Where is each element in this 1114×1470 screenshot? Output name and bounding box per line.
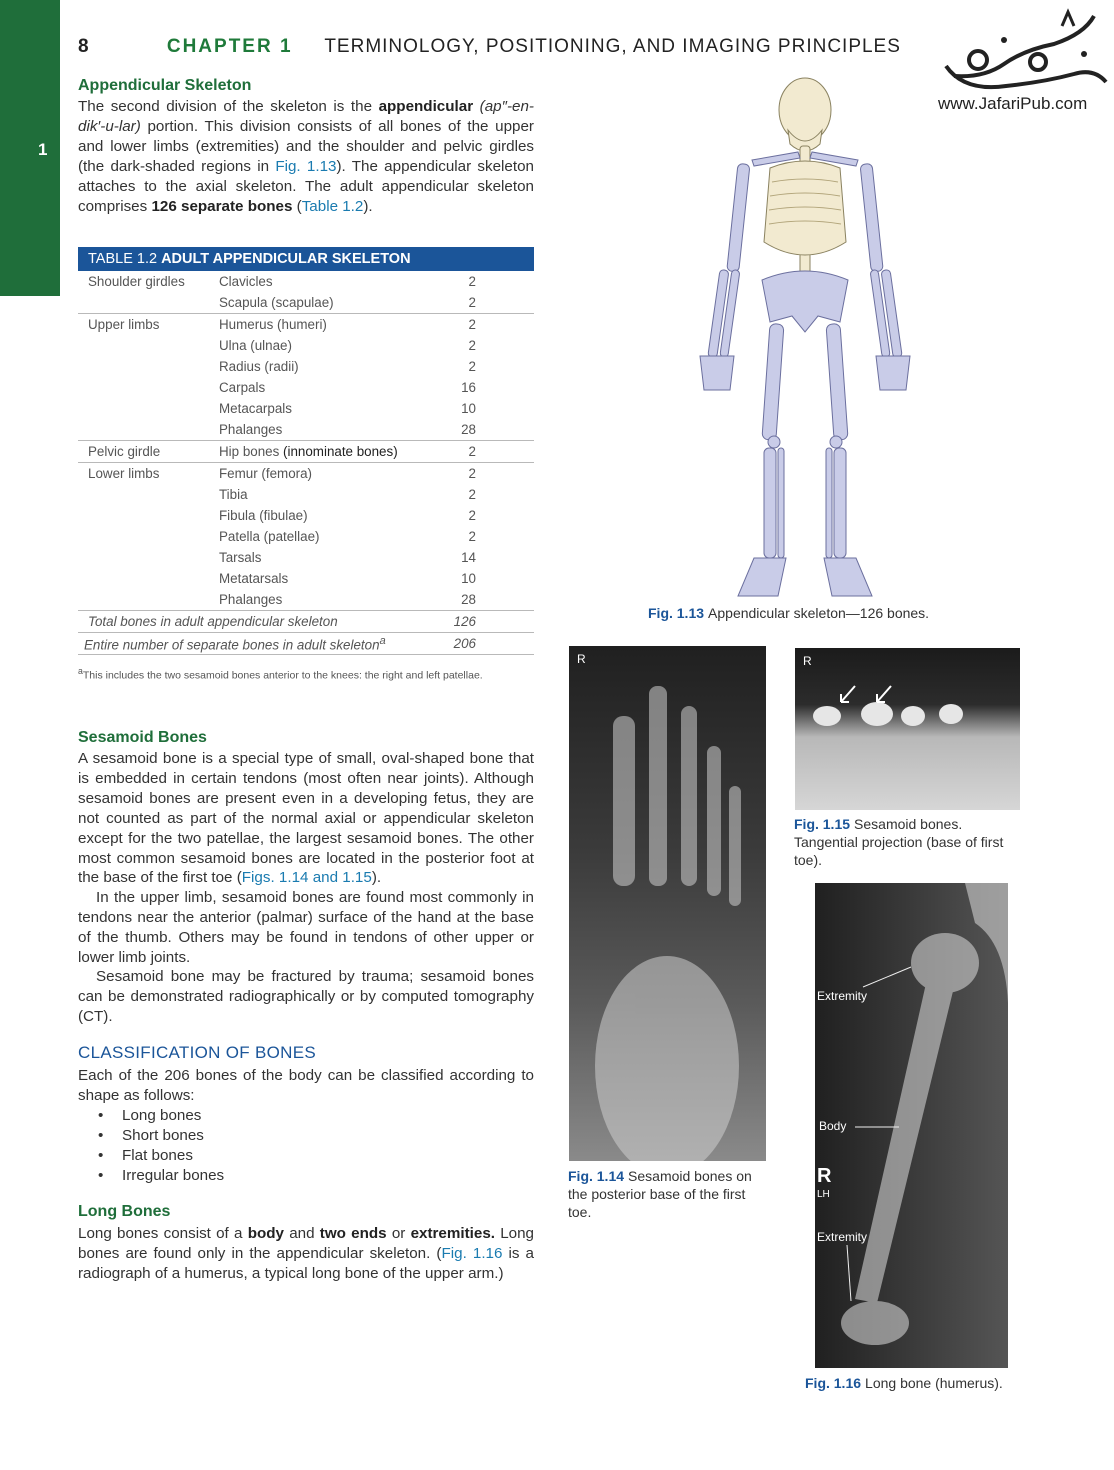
bone-group-cell: Pelvic girdle xyxy=(78,441,219,463)
table-title: ADULT APPENDICULAR SKELETON xyxy=(161,251,411,267)
table-row xyxy=(78,547,534,568)
footnote-mark: a xyxy=(379,634,386,647)
bone-name: Metacarpals xyxy=(219,401,292,416)
humerus-radiograph xyxy=(815,883,1008,1368)
bone-name-cell xyxy=(219,377,436,398)
entire-value: 206 xyxy=(436,633,534,655)
text-run: ( xyxy=(292,197,302,215)
table-footnote xyxy=(78,666,483,682)
table-row xyxy=(78,526,534,547)
table-row xyxy=(78,419,534,441)
bone-name-cell xyxy=(219,589,436,611)
bone-group-cell xyxy=(78,377,219,398)
table-label: TABLE 1.2 xyxy=(88,251,158,267)
bone-group-cell xyxy=(78,505,219,526)
fig-1-15-number: Fig. 1.15 xyxy=(794,816,851,832)
chapter-title: TERMINOLOGY, POSITIONING, AND IMAGING PRINCIPLES xyxy=(324,36,901,57)
bone-name: Clavicles xyxy=(219,274,273,289)
sesamoid-paragraph-3: Sesamoid bone may be fractured by trauma; sesamoid bones can be demonstrated radiographically or by computed tomography (CT). xyxy=(78,968,534,1025)
fig-1-13-number: Fig. 1.13 xyxy=(648,605,705,621)
term-appendicular: appendicular xyxy=(378,98,474,115)
orientation-marker: R xyxy=(803,654,812,668)
fig-1-13-link[interactable]: Fig. 1.13 xyxy=(275,157,337,175)
bone-count-cell: 10 xyxy=(461,571,476,586)
fig-1-16-number: Fig. 1.16 xyxy=(805,1375,862,1391)
bone-group-cell xyxy=(78,484,219,505)
list-item: • Irregular bones xyxy=(78,1166,224,1186)
fig-1-13-caption xyxy=(648,604,968,622)
text-run: ). xyxy=(371,869,382,887)
table-row xyxy=(78,505,534,526)
bone-name-cell xyxy=(219,441,436,463)
bone-group-cell xyxy=(78,356,219,377)
text-run: Long bones consist of a xyxy=(78,1225,248,1242)
fig-1-14-number: Fig. 1.14 xyxy=(568,1168,625,1184)
bone-count-cell: 28 xyxy=(436,589,534,611)
bone-name-extra: (innominate bones) xyxy=(279,444,398,459)
bone-group-cell: Shoulder girdles xyxy=(88,274,185,289)
term-extremities: extremities. xyxy=(410,1225,495,1242)
bone-group-cell xyxy=(78,398,219,419)
table-row xyxy=(78,377,534,398)
sesamoid-paragraph-1 xyxy=(78,749,534,888)
fig-1-14-caption xyxy=(568,1167,758,1221)
appendicular-paragraph xyxy=(78,97,534,216)
bone-name-cell xyxy=(219,271,436,292)
orientation-marker: R xyxy=(577,652,586,666)
bone-count-cell: 2 xyxy=(468,338,476,353)
bone-name: Ulna (ulnae) xyxy=(219,338,292,353)
bone-name-cell xyxy=(219,463,436,485)
footnote-mark: a xyxy=(78,666,83,676)
bone-shape-list xyxy=(78,1106,224,1186)
fig-1-16-text: Long bone (humerus). xyxy=(865,1375,1003,1391)
table-row xyxy=(78,463,534,485)
bone-group-cell xyxy=(78,526,219,547)
table-row xyxy=(78,356,534,377)
bone-count-cell: 2 xyxy=(468,529,476,544)
bone-name-cell xyxy=(219,484,436,505)
classification-intro: Each of the 206 bones of the body can be classified according to shape as follows: xyxy=(78,1067,534,1104)
bone-name-cell xyxy=(219,526,436,547)
bone-count-cell: 2 xyxy=(436,441,534,463)
side-marker: R xyxy=(817,1165,832,1187)
bone-name: Hip bones xyxy=(219,444,280,459)
list-item: • Flat bones xyxy=(78,1146,224,1166)
label-extremity-top: Extremity xyxy=(817,989,868,1003)
label-extremity-bottom: Extremity xyxy=(817,1230,868,1244)
side-marker-sub: LH xyxy=(817,1189,830,1200)
section-heading-appendicular: Appendicular Skeleton xyxy=(78,77,252,94)
text-run: is a radiograph of a humerus, a typical long bone of the upper arm.) xyxy=(78,1244,534,1282)
section-heading-sesamoid: Sesamoid Bones xyxy=(78,729,207,746)
text-run: ). xyxy=(363,197,373,215)
page-number: 8 xyxy=(78,36,90,57)
entire-row xyxy=(78,633,534,655)
bone-name: Phalanges xyxy=(219,422,283,437)
bone-name: Femur (femora) xyxy=(219,466,313,481)
bone-count-cell: 2 xyxy=(468,274,476,289)
bone-name-cell xyxy=(219,292,436,314)
bone-name-cell xyxy=(219,547,436,568)
bone-count-cell: 10 xyxy=(461,401,476,416)
total-label: Total bones in adult appendicular skeleton xyxy=(78,611,436,633)
bone-name-cell xyxy=(219,398,436,419)
fig-1-16-caption xyxy=(805,1374,1045,1392)
fig-1-13-text: Appendicular skeleton—126 bones. xyxy=(708,605,930,621)
bone-group-cell: Upper limbs xyxy=(88,317,160,332)
table-row xyxy=(78,441,534,463)
text-run: ). The appendicular skeleton attaches to the axial skeleton. The adult appendicular skeleton comprises xyxy=(78,157,534,215)
bone-name-cell xyxy=(219,356,436,377)
table-row xyxy=(78,271,534,292)
bone-name-cell xyxy=(219,314,436,336)
bone-name: Patella (patellae) xyxy=(219,529,320,544)
bone-name: Tibia xyxy=(219,487,248,502)
fig-1-15-text: Sesamoid bones. Tangential projection (base of first toe). xyxy=(794,816,1004,868)
skeleton-illustration xyxy=(690,72,920,602)
bone-name-cell xyxy=(219,568,436,589)
chapter-tab-number: 1 xyxy=(38,140,48,159)
bone-name: Fibula (fibulae) xyxy=(219,508,308,523)
text-run: Long bones are found only in the appendicular skeleton. ( xyxy=(78,1225,534,1262)
section-heading-long-bones: Long Bones xyxy=(78,1203,171,1220)
table-row xyxy=(78,292,534,314)
bone-name-cell xyxy=(219,335,436,356)
running-header xyxy=(78,36,901,58)
table-body xyxy=(78,271,534,655)
bone-count-cell: 14 xyxy=(461,550,476,565)
text-run: A sesamoid bone is a special type of small, oval-shaped bone that is embedded in certain tendons (most often near joints). Although sesamoid bones are present even in a developing fetus, they are not counted as part of the normal axial or appendicular skeleton except for the two patellae, the largest sesamoid bones. The other most common sesamoid bones are located in the posterior foot at the base of the first toe ( xyxy=(78,750,534,887)
chapter-label: CHAPTER 1 xyxy=(166,36,293,57)
bone-name: Metatarsals xyxy=(219,571,289,586)
table-row xyxy=(78,335,534,356)
bone-group-cell: Lower limbs xyxy=(88,466,160,481)
fig-1-16-link[interactable]: Fig. 1.16 xyxy=(441,1244,503,1262)
pronunciation: (ap″-en-dik′-u-lar) xyxy=(78,98,534,135)
bone-count-cell: 2 xyxy=(468,487,476,502)
long-bones-paragraph xyxy=(78,1224,534,1284)
bone-group-cell xyxy=(78,589,219,611)
table-row xyxy=(78,398,534,419)
classification-heading: CLASSIFICATION OF BONES xyxy=(78,1043,317,1062)
bone-count-cell: 28 xyxy=(436,419,534,441)
fig-1-15-caption xyxy=(794,815,1016,869)
bone-name: Phalanges xyxy=(219,592,283,607)
fig-1-14-text: Sesamoid bones on the posterior base of the first toe. xyxy=(568,1168,752,1220)
bone-name: Carpals xyxy=(219,380,266,395)
sesamoid-radiograph xyxy=(795,648,1020,810)
bone-count-cell: 2 xyxy=(468,466,476,481)
entire-label: Entire number of separate bones in adult skeleton xyxy=(84,637,380,653)
list-item: • Short bones xyxy=(78,1126,224,1146)
bone-name: Scapula (scapulae) xyxy=(219,295,334,310)
bone-name: Radius (radii) xyxy=(219,359,299,374)
table-row xyxy=(78,568,534,589)
table-row xyxy=(78,484,534,505)
table-header xyxy=(78,247,534,271)
text-run: The second division of the skeleton is the xyxy=(78,98,379,115)
label-body: Body xyxy=(819,1119,847,1133)
bone-count-cell: 16 xyxy=(461,380,476,395)
table-row xyxy=(78,589,534,611)
bone-group-cell xyxy=(78,547,219,568)
bone-name: Tarsals xyxy=(219,550,262,565)
bone-group-cell xyxy=(78,568,219,589)
foot-radiograph xyxy=(569,646,766,1161)
bone-count-term: 126 separate bones xyxy=(151,197,293,215)
text-run: portion. This division consists of all bones of the upper and lower limbs (extremities) and the shoulder and pelvic girdles (the dark-shaded regions in xyxy=(78,117,534,175)
chapter-sidebar xyxy=(0,0,60,296)
appendicular-skeleton-table xyxy=(78,247,534,655)
bone-group-cell xyxy=(78,419,219,441)
total-value: 126 xyxy=(436,611,534,633)
term-body: body xyxy=(247,1225,284,1242)
text-run: and xyxy=(283,1225,320,1242)
bone-group-cell xyxy=(78,335,219,356)
bone-count-cell: 2 xyxy=(436,292,534,314)
bone-name: Humerus (humeri) xyxy=(219,317,327,332)
bone-count-cell: 2 xyxy=(468,508,476,523)
bone-count-cell: 2 xyxy=(468,359,476,374)
text-run: or xyxy=(386,1225,411,1242)
total-row xyxy=(78,611,534,633)
bone-count-cell: 2 xyxy=(468,317,476,332)
footnote-text: This includes the two sesamoid bones anterior to the knees: the right and left patellae. xyxy=(82,669,483,682)
table-1-2-link[interactable]: Table 1.2 xyxy=(301,197,364,215)
figs-1-14-1-15-link[interactable]: Figs. 1.14 and 1.15 xyxy=(241,869,372,887)
bone-name-cell xyxy=(219,505,436,526)
bone-group-cell xyxy=(78,292,219,314)
bone-name-cell xyxy=(219,419,436,441)
sesamoid-paragraph-2: In the upper limb, sesamoid bones are found most commonly in tendons near the anterior (palmar) surface of the hand at the base of the thumb. Others may be found in tendons of other upper or lower limb joints. xyxy=(78,889,534,966)
list-item: • Long bones xyxy=(78,1106,224,1126)
publisher-url: www.JafariPub.com xyxy=(938,94,1088,113)
table-row xyxy=(78,314,534,336)
term-two-ends: two ends xyxy=(319,1225,387,1242)
